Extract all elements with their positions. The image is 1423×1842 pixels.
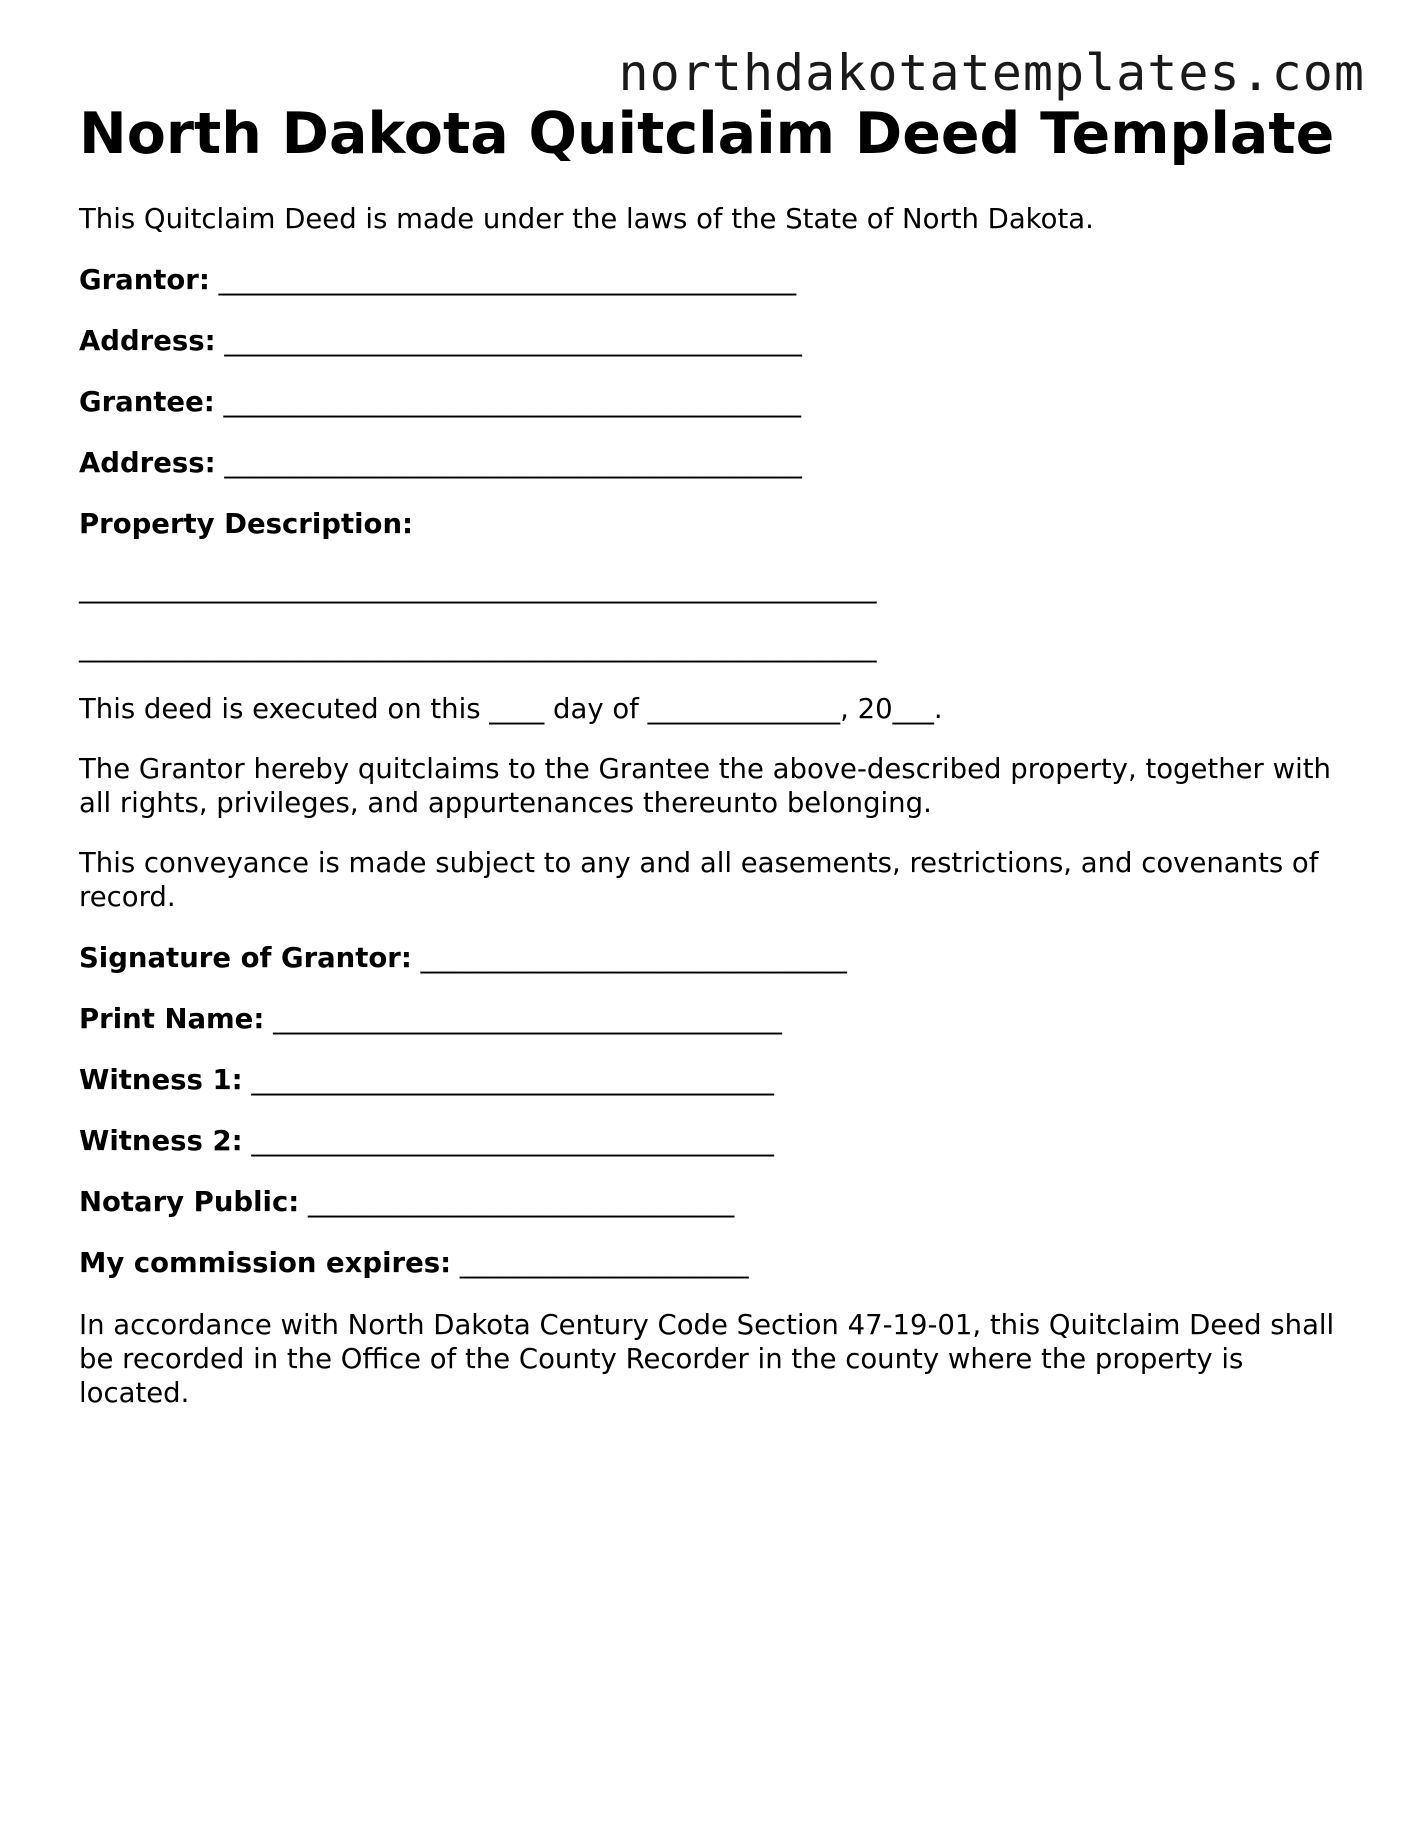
- witness-1-label: Witness 1:: [79, 1064, 243, 1096]
- recording-clause: In accordance with North Dakota Century Code Section 47-19-01, this Quitclaim Deed shall be recorded in the Office of the County Recorder in the county where the property is located.: [79, 1309, 1335, 1409]
- execution-date-text[interactable]: This deed is executed on this ____ day of ______________, 20___.: [79, 693, 943, 725]
- signature-label: Signature of Grantor:: [79, 942, 412, 974]
- site-watermark: northdakotatemplates.com: [618, 44, 1365, 102]
- notary-blank[interactable]: _______________________________: [308, 1186, 735, 1218]
- print-name-label: Print Name:: [79, 1003, 265, 1035]
- page-title: North Dakota Quitclaim Deed Template: [79, 101, 1335, 167]
- commission-field[interactable]: [79, 1246, 1359, 1280]
- grantor-address-field[interactable]: [79, 324, 1359, 358]
- print-name-blank[interactable]: _____________________________________: [273, 1003, 782, 1035]
- witness-1-field[interactable]: [79, 1063, 1359, 1097]
- grantee-label: Grantee:: [79, 386, 215, 418]
- property-description-heading: [79, 507, 1359, 541]
- notary-label: Notary Public:: [79, 1186, 300, 1218]
- grantee-address-blank[interactable]: __________________________________________: [224, 447, 802, 479]
- grantor-address-label: Address:: [79, 325, 216, 357]
- property-description-label: Property Description:: [79, 508, 414, 540]
- grantee-field[interactable]: [79, 385, 1359, 419]
- grantor-label: Grantor:: [79, 264, 210, 296]
- deed-document: [79, 100, 1359, 1410]
- witness-2-label: Witness 2:: [79, 1125, 243, 1157]
- grantor-blank[interactable]: __________________________________________: [218, 264, 797, 296]
- witness-1-blank[interactable]: ______________________________________: [251, 1064, 774, 1096]
- grantor-field[interactable]: [79, 263, 1359, 297]
- commission-label: My commission expires:: [79, 1247, 452, 1279]
- grantor-address-blank[interactable]: __________________________________________: [224, 325, 802, 357]
- grantee-blank[interactable]: __________________________________________: [223, 386, 801, 418]
- property-description-line-1[interactable]: __________________________________________________________: [79, 572, 877, 604]
- grantee-address-field[interactable]: [79, 446, 1359, 480]
- witness-2-field[interactable]: [79, 1124, 1359, 1158]
- print-name-field[interactable]: [79, 1002, 1359, 1036]
- conveyance-clause: The Grantor hereby quitclaims to the Grantee the above-described property, together with all rights, privileges, and appurtenances thereunto belonging.: [79, 753, 1331, 819]
- signature-blank[interactable]: _______________________________: [420, 942, 847, 974]
- subject-clause: This conveyance is made subject to any and all easements, restrictions, and covenants of record.: [79, 847, 1319, 913]
- signature-field[interactable]: [79, 941, 1359, 975]
- property-description-line-2[interactable]: __________________________________________________________: [79, 631, 877, 663]
- notary-field[interactable]: [79, 1185, 1359, 1219]
- commission-blank[interactable]: _____________________: [459, 1247, 749, 1279]
- witness-2-blank[interactable]: ______________________________________: [251, 1125, 774, 1157]
- intro-text: This Quitclaim Deed is made under the laws of the State of North Dakota.: [79, 203, 1094, 235]
- grantee-address-label: Address:: [79, 447, 216, 479]
